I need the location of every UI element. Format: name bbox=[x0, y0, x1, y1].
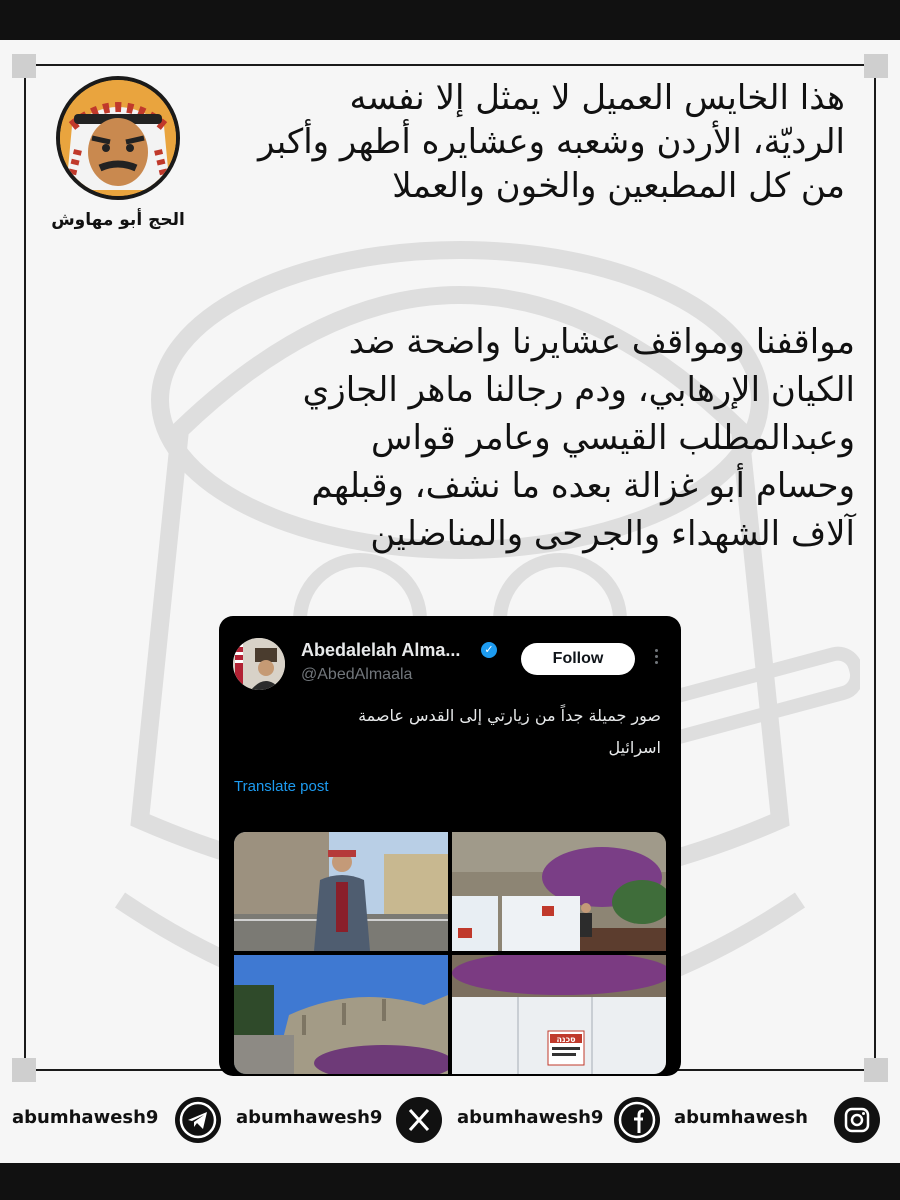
tweet-text bbox=[261, 700, 661, 764]
author-photo-icon bbox=[233, 638, 285, 690]
tweet-text-line: صور جميلة جداً من زيارتي إلى القدس عاصمة bbox=[358, 706, 661, 725]
headline-line: الرديّة، الأردن وشعبه وعشايره أطهر وأكبر bbox=[257, 122, 845, 162]
avatar bbox=[56, 76, 180, 200]
x-icon[interactable] bbox=[396, 1097, 442, 1143]
frame-left-line bbox=[24, 64, 26, 1071]
facebook-handle[interactable]: abumhawesh9 bbox=[457, 1107, 604, 1128]
facebook-icon[interactable] bbox=[614, 1097, 660, 1143]
tweet-photo-3[interactable] bbox=[234, 955, 448, 1074]
x-handle[interactable]: abumhawesh9 bbox=[236, 1107, 383, 1128]
frame-corner-top-right bbox=[864, 54, 888, 78]
tweet-photo-1[interactable] bbox=[234, 832, 448, 951]
body-line: الكيان الإرهابي، ودم رجالنا ماهر الجازي bbox=[302, 370, 855, 410]
telegram-icon[interactable] bbox=[175, 1097, 221, 1143]
tweet-text-line: اسرائيل bbox=[608, 738, 661, 757]
tweet-author-handle[interactable]: @AbedAlmaala bbox=[301, 666, 413, 683]
more-options-icon[interactable] bbox=[649, 646, 663, 670]
frame-corner-top-left bbox=[12, 54, 36, 78]
social-handles-row bbox=[0, 1087, 900, 1153]
tweet-author-avatar[interactable] bbox=[233, 638, 285, 690]
headline-line: من كل المطبعين والخون والعملا bbox=[392, 166, 845, 206]
cartoon-face-icon bbox=[60, 80, 176, 196]
body-line: آلاف الشهداء والجرحى والمناضلين bbox=[370, 514, 855, 554]
danger-sign-text: סכנה bbox=[556, 1035, 576, 1044]
tweet-card bbox=[219, 616, 681, 1076]
frame-top-line bbox=[24, 64, 876, 66]
headline bbox=[205, 76, 845, 208]
tweet-photo-grid bbox=[234, 832, 666, 1074]
tweet-photo-4[interactable] bbox=[452, 955, 666, 1074]
telegram-handle[interactable]: abumhawesh9 bbox=[12, 1107, 159, 1128]
body-line: وعبدالمطلب القيسي وعامر قواس bbox=[371, 418, 855, 458]
translate-post-link[interactable]: Translate post bbox=[234, 778, 329, 795]
bottom-black-bar bbox=[0, 1163, 900, 1200]
instagram-icon[interactable] bbox=[834, 1097, 880, 1143]
frame-corner-bottom-left bbox=[12, 1058, 36, 1082]
body-text bbox=[215, 318, 855, 558]
follow-button[interactable]: Follow bbox=[521, 643, 635, 675]
instagram-handle[interactable]: abumhawesh bbox=[674, 1107, 808, 1128]
frame-right-line bbox=[874, 64, 876, 1071]
avatar-name: الحج أبو مهاوش bbox=[51, 210, 185, 230]
frame-corner-bottom-right bbox=[864, 1058, 888, 1082]
verified-badge-icon: ✓ bbox=[481, 642, 497, 658]
tweet-photo-2[interactable] bbox=[452, 832, 666, 951]
tweet-author-name[interactable]: Abedalelah Alma... bbox=[301, 640, 461, 660]
headline-line: هذا الخايس العميل لا يمثل إلا نفسه bbox=[349, 78, 845, 118]
body-line: مواقفنا ومواقف عشايرنا واضحة ضد bbox=[348, 322, 855, 362]
top-black-bar bbox=[0, 0, 900, 40]
body-line: وحسام أبو غزالة بعده ما نشف، وقبلهم bbox=[311, 466, 855, 506]
